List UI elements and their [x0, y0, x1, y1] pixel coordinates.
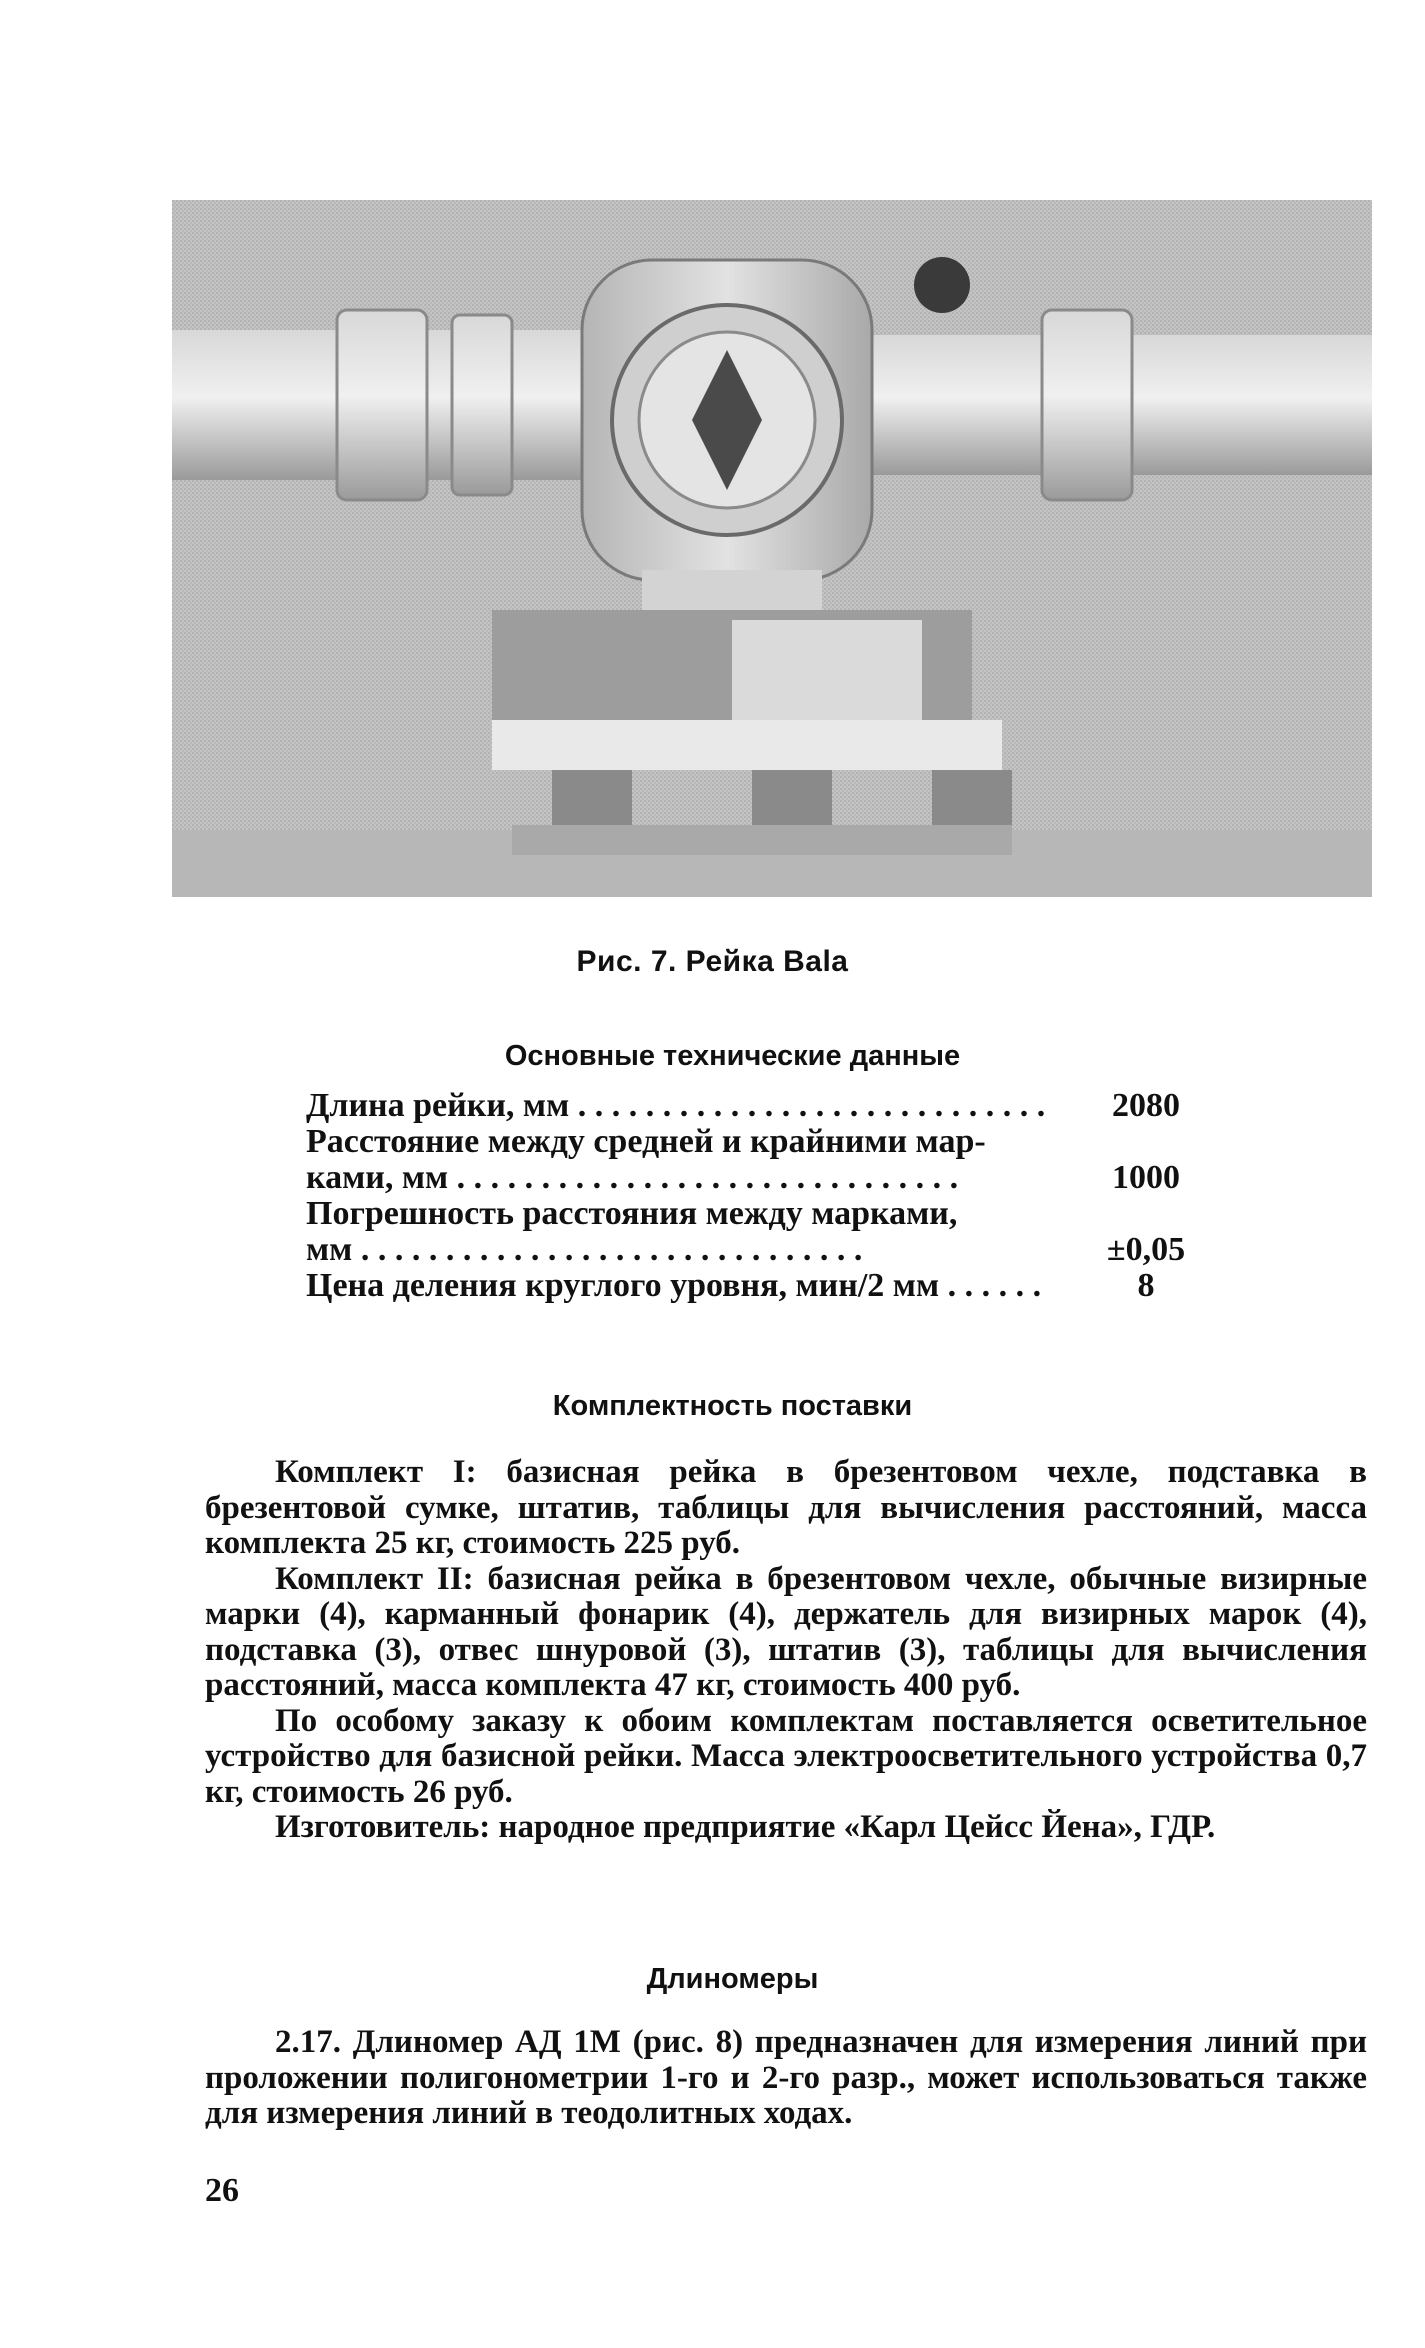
lengthmeters-paragraph: 2.17. Длиномер АД 1М (рис. 8) предназначен для измерения линий при проложении полигонометрии 1-го и 2-го разр., может использоваться также для измерения линий в теодолитных ходах.: [205, 2024, 1367, 2131]
spec-value: 1000: [1112, 1159, 1180, 1196]
spec-label: Цена деления круглого уровня, мин/2 мм . . .: [306, 1268, 1046, 1304]
kit-heading: Комплектность поставки: [552, 1390, 913, 1422]
spec-value: ±0,05: [1106, 1231, 1186, 1268]
spec-label-cont: мм . . .: [306, 1232, 1046, 1268]
specs-heading: Основные технические данные: [504, 1040, 961, 1072]
specs-table: [306, 1088, 1256, 1304]
spec-label: Расстояние между средней и крайними мар-: [306, 1123, 986, 1160]
lengthmeters-text: [205, 2025, 1367, 2132]
lengthmeters-heading: Длиномеры: [646, 1963, 819, 1995]
spec-row: [306, 1088, 1256, 1124]
spec-label: Длина рейки, мм . . .: [306, 1088, 1046, 1124]
figure-photo: [172, 200, 1372, 897]
spec-label-cont: ками, мм . . .: [306, 1160, 1046, 1196]
kit-paragraph: Комплект II: базисная рейка в брезентовом чехле, обычные визирные марки (4), карманный фонарик (4), держатель для визирных марок (4), подставка (3), отвес шнуровой (3), штатив (3), таблицы для вычисления расстояний, масса комплекта 47 кг, стоимость 400 руб.: [205, 1560, 1367, 1703]
kit-paragraph: По особому заказу к обоим комплектам поставляется осветительное устройство для базисной рейки. Масса электроосветительного устройства 0,7 кг, стоимость 26 руб.: [205, 1702, 1367, 1810]
page-number: 26: [205, 2172, 239, 2209]
kit-paragraph: Изготовитель: народное предприятие «Карл Цейсс Йена», ГДР.: [275, 1809, 1216, 1845]
kit-text: [205, 1455, 1367, 1846]
spec-row: [306, 1124, 1256, 1196]
spec-value: 2080: [1112, 1087, 1180, 1124]
spec-value: 8: [1137, 1267, 1155, 1304]
spec-row: [306, 1196, 1256, 1268]
figure-caption: Рис. 7. Рейка Bala: [576, 945, 849, 978]
kit-paragraph: Комплект I: базисная рейка в брезентовом чехле, подставка в брезентовой сумке, штатив, таблицы для вычисления расстояний, масса комплекта 25 кг, стоимость 225 руб.: [205, 1454, 1367, 1561]
basis-rod-photo-icon: [172, 200, 1372, 897]
spec-row: [306, 1268, 1256, 1304]
spec-label: Погрешность расстояния между марками,: [306, 1195, 958, 1232]
